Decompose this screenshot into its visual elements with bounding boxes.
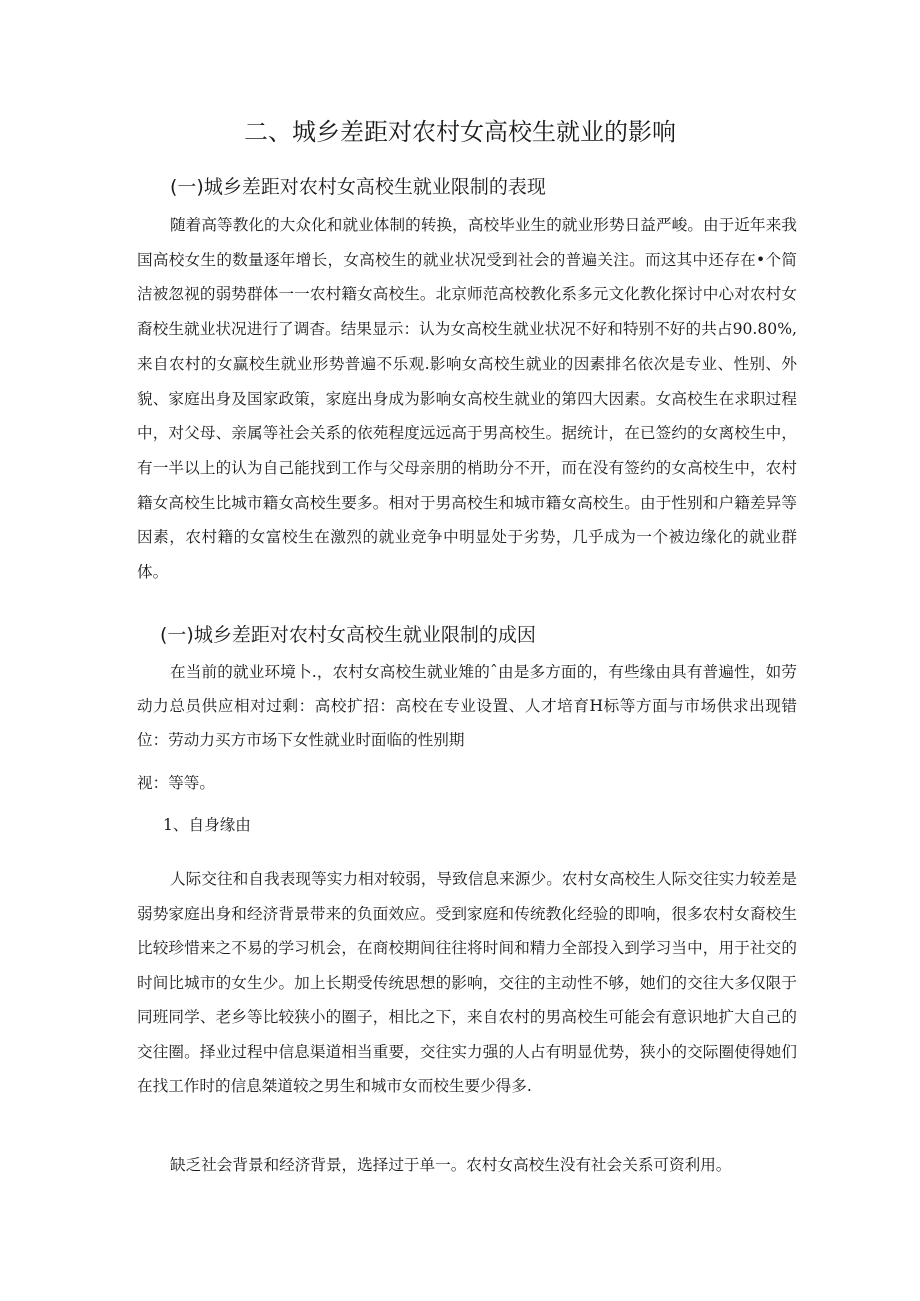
subheading-self-reasons: 1、自身缘由	[163, 816, 251, 834]
body-paragraph: 缺乏社会背景和经济背景，选择过于单一。农村女高校生没有社会关系可资利用。	[170, 1156, 732, 1174]
body-paragraph: 随着高等教化的大众化和就业体制的转换，高校毕业生的就业形势日益严峻。由于近年来我国高校女生的数量逐年增长，女高校生的就业状况受到社会的普遍关注。而这其中还存在•个简洁被忽视的弱势群体一一农村籍女高校生。北京师范高校教化系多元文化教化探讨中心对农村女裔校生就业状况进行了调杳。结果显示：认为女高校生就业状况不好和特别不好的共占90.80%,来自农村的女赢校生就业形势普遍不乐观.影响女高校生就业的因素排名依次是专业、性别、外貌、家庭出身及国家政策，家庭出身成为影响女高校生就业的第四大因素。女高校生在求职过程中，对父母、亲属等社会关系的依苑程度远远高于男高校生。据统计，在已签约的女离校生中，有一半以上的认为自己能找到工作与父母亲朋的梢助分不开，而在没有签约的女高校生中，农村籍女高校生比城市籍女高校生要多。相对于男高校生和城市籍女高校生。由于性别和户籍差异等因素，农村籍的女富校生在激烈的就业竞争中明显处于劣势，几乎成为一个被边缘化的就业群体。	[137, 216, 797, 582]
body-paragraph: 人际交往和自我表现等实力相对较弱，导致信息来源少。农村女高校生人际交往实力较差是弱势家庭出身和经济背景带来的负面效应。受到家庭和传统教化经验的即响，很多农村女裔校生比较珍惜来之不易的学习机会，在商校期间往往将时间和精力全部投入到学习当中，用于社交的时间比城市的女生少。加上长期受传统思想的影响，交往的主动性不够，她们的交往大多仅限于同班同学、老乡等比较狭小的圈子，相比之下，来自农村的男高校生可能会有意识地扩大自己的交往圈。择业过程中信息渠道相当重要，交往实力强的人占有明显优势，狭小的交际圈使得她们在找工作时的信息桀道较之男生和城市女而校生要少得多.	[137, 870, 797, 1095]
section-heading-manifestation: (一)城乡差距对农村女高校生就业限制的表现	[170, 176, 546, 198]
page-title: 二、城乡差距对农村女高校生就业的影响	[244, 118, 676, 146]
body-paragraph-continuation: 视：等等。	[137, 774, 215, 792]
section-heading-causes: (一)城乡差距对农村女高校生就业限制的成因	[160, 624, 536, 646]
body-paragraph: 在当前的就业环境卜.，农村女高校生就业雉的ˆ由是多方面的，有些缘由具有普遍性，如劳动力总员供应相对过剩：高校扩招：高校在专业设置、人才培育H标等方面与市场供求出现错位：劳动力买方市场下女性就业时面临的性别期	[137, 663, 797, 749]
